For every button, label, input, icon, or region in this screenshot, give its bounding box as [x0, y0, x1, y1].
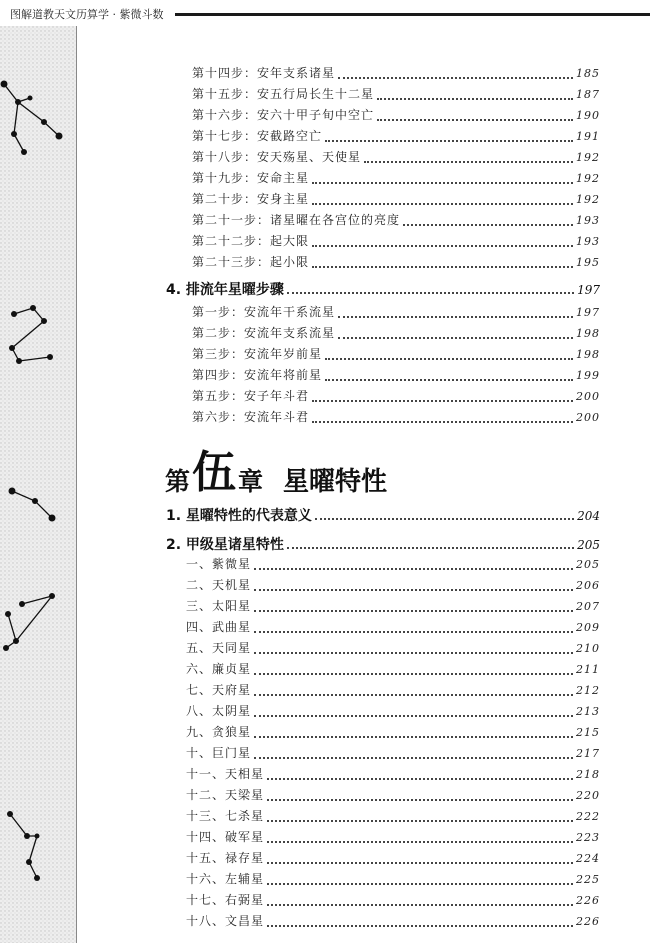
toc-entry[interactable]: 第十六步：安六十甲子旬中空亡 190 — [192, 108, 600, 122]
toc-entry[interactable]: 第十四步：安年支系诸星 185 — [192, 66, 600, 80]
toc-entry[interactable]: 第十七步：安截路空亡 191 — [192, 129, 600, 143]
header-title: 图解道教天文历算学 · 紫微斗数 — [10, 8, 164, 21]
chapter-prefix: 第 — [165, 467, 191, 496]
toc-entry[interactable]: 三、太阳星 207 — [186, 599, 600, 613]
toc-entry[interactable]: 十七、右弼星 226 — [186, 893, 600, 907]
chapter-number: 伍 — [192, 447, 237, 498]
toc-entry[interactable]: 第五步：安子年斗君 200 — [192, 389, 600, 403]
toc-entry[interactable]: 第二十二步：起大限 193 — [192, 234, 600, 248]
toc-entry[interactable]: 十一、天相星 218 — [186, 767, 600, 781]
toc-section[interactable]: 4. 排流年星曜步骤 197 — [166, 282, 600, 298]
toc-entry[interactable]: 十五、禄存星 224 — [186, 851, 600, 865]
toc-entry[interactable]: 第二十步：安身主星 192 — [192, 192, 600, 206]
toc-entry[interactable]: 十三、七杀星 222 — [186, 809, 600, 823]
toc-entry[interactable]: 第十八步：安天殇星、天使星 192 — [192, 150, 600, 164]
toc-section[interactable]: 1. 星曜特性的代表意义 204 — [166, 508, 600, 524]
toc-entry[interactable]: 第十五步：安五行局长生十二星 187 — [192, 87, 600, 101]
toc-entry[interactable]: 一、紫微星 205 — [186, 557, 600, 571]
toc-entry[interactable]: 第二十一步：诸星曜在各宫位的亮度 193 — [192, 213, 600, 227]
toc-entry[interactable]: 五、天同星 210 — [186, 641, 600, 655]
toc-entry[interactable]: 六、廉贞星 211 — [186, 662, 600, 676]
toc-entry[interactable]: 第三步：安流年岁前星 198 — [192, 347, 600, 361]
toc-entry[interactable]: 十二、天梁星 220 — [186, 788, 600, 802]
running-header — [0, 0, 657, 26]
chapter-heading — [165, 442, 387, 498]
toc-entry[interactable]: 八、太阴星 213 — [186, 704, 600, 718]
toc-entry[interactable]: 七、天府星 212 — [186, 683, 600, 697]
toc-entry[interactable]: 九、贪狼星 215 — [186, 725, 600, 739]
toc-entry[interactable]: 第六步：安流年斗君 200 — [192, 410, 600, 424]
chapter-title: 星曜特性 — [283, 467, 388, 497]
toc-entry[interactable]: 第二步：安流年支系流星 198 — [192, 326, 600, 340]
constellation-sidebar — [0, 26, 77, 943]
toc-entry[interactable]: 十八、文昌星 226 — [186, 914, 600, 928]
chapter-suffix: 章 — [238, 467, 264, 496]
header-rule — [175, 13, 650, 16]
toc-entry[interactable]: 四、武曲星 209 — [186, 620, 600, 634]
toc-entry[interactable]: 第四步：安流年将前星 199 — [192, 368, 600, 382]
toc-entry[interactable]: 二、天机星 206 — [186, 578, 600, 592]
toc-section[interactable]: 2. 甲级星诸星特性 205 — [166, 537, 600, 553]
constellation-pattern — [0, 26, 76, 943]
toc-entry[interactable]: 第十九步：安命主星 192 — [192, 171, 600, 185]
toc-entry[interactable]: 十、巨门星 217 — [186, 746, 600, 760]
toc-entry[interactable]: 十四、破军星 223 — [186, 830, 600, 844]
toc-entry[interactable]: 十六、左辅星 225 — [186, 872, 600, 886]
toc-entry[interactable]: 第二十三步：起小限 195 — [192, 255, 600, 269]
toc-entry[interactable]: 第一步：安流年干系流星 197 — [192, 305, 600, 319]
